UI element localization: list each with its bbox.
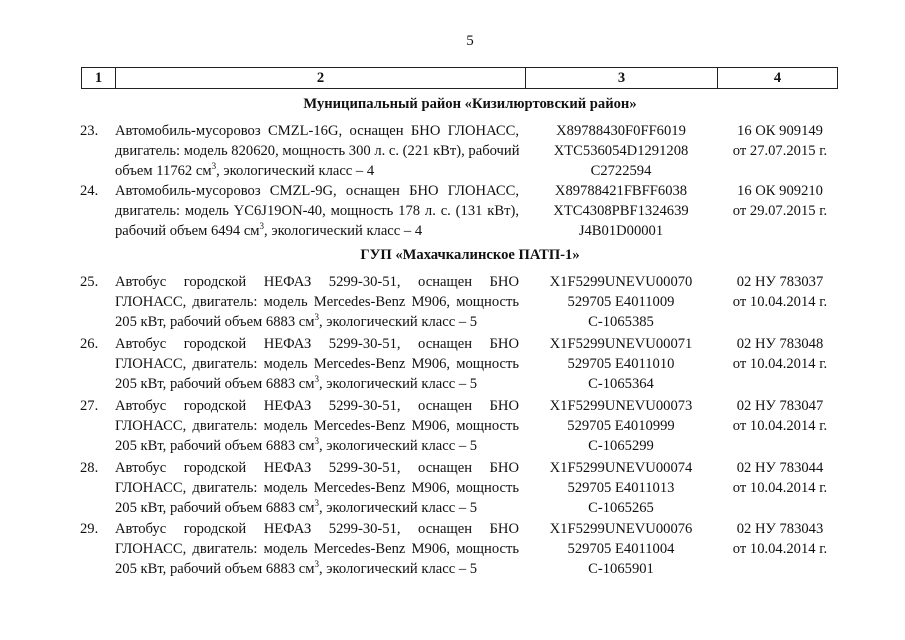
document-number: 02 НУ 783037 <box>736 274 824 290</box>
row-number: 27. <box>80 398 99 414</box>
page-number: 5 <box>466 33 474 49</box>
document-date: от 10.04.2014 г. <box>732 356 828 372</box>
description-line: 205 кВт, рабочий объем 6883 $см^3$, экологический класс – 5 <box>115 559 478 577</box>
vehicle-identifiers <box>526 396 716 456</box>
column-header-2: 2 <box>116 68 526 89</box>
registration-document <box>718 334 842 374</box>
description-line: объем 11762 $см^3$, экологический класс – 4 <box>115 161 375 179</box>
vehicle-description <box>115 334 519 394</box>
engine-number: C-1065385 <box>588 314 654 330</box>
description-line: Автомобиль-мусоровоз CMZL-9G, оснащен БНО ГЛОНАСС, <box>115 183 519 199</box>
engine-number: C2722594 <box>590 163 652 179</box>
chassis-number: 529705 E4011004 <box>567 541 675 557</box>
vehicle-identifiers <box>526 519 716 579</box>
vehicle-description <box>115 272 519 332</box>
vin: X1F5299UNEVU00073 <box>549 398 693 414</box>
chassis-number: 529705 E4010999 <box>567 418 675 434</box>
vehicle-identifiers <box>526 272 716 332</box>
document-number: 02 НУ 783044 <box>736 460 824 476</box>
description-line: 205 кВт, рабочий объем 6883 $см^3$, экологический класс – 5 <box>115 436 478 454</box>
registration-document <box>718 272 842 312</box>
vin: X1F5299UNEVU00076 <box>549 521 693 537</box>
vehicle-identifiers <box>526 181 716 241</box>
row-number: 25. <box>80 274 99 290</box>
document-number: 16 ОК 909210 <box>737 183 823 199</box>
description-line: Автобус городской НЕФАЗ 5299-30-51, оснащен БНО <box>115 274 519 290</box>
description-line: ГЛОНАСС, двигатель: модель Mercedes-Benz M906, мощность <box>115 356 519 372</box>
document-date: от 10.04.2014 г. <box>732 418 828 434</box>
description-line: Автобус городской НЕФАЗ 5299-30-51, оснащен БНО <box>115 398 519 414</box>
engine-number: C-1065299 <box>588 438 654 454</box>
section-title-kizilyurt: Муниципальный район «Кизилюртовский район» <box>303 96 637 112</box>
registration-document <box>718 458 842 498</box>
document-date: от 27.07.2015 г. <box>732 143 828 159</box>
document-date: от 29.07.2015 г. <box>732 203 828 219</box>
vehicle-description <box>115 121 519 181</box>
description-line: 205 кВт, рабочий объем 6883 $см^3$, экологический класс – 5 <box>115 374 478 392</box>
column-header-row <box>82 68 838 89</box>
vin: X1F5299UNEVU00074 <box>549 460 693 476</box>
description-line: Автомобиль-мусоровоз CMZL-16G, оснащен БНО ГЛОНАСС, <box>115 123 519 139</box>
description-line: ГЛОНАСС, двигатель: модель Mercedes-Benz M906, мощность <box>115 418 519 434</box>
column-header-4: 4 <box>718 68 838 89</box>
chassis-number: 529705 E4011013 <box>567 480 675 496</box>
document-date: от 10.04.2014 г. <box>732 541 828 557</box>
column-header-3: 3 <box>526 68 718 89</box>
chassis-number: XTC536054D1291208 <box>553 143 689 159</box>
vin: X89788430F0FF6019 <box>556 123 686 139</box>
description-line: Автобус городской НЕФАЗ 5299-30-51, оснащен БНО <box>115 521 519 537</box>
description-line: двигатель: модель YC6J19ON-40, мощность 178 л. с. (131 кВт), <box>115 203 519 219</box>
column-header-1: 1 <box>82 68 116 89</box>
document-number: 16 ОК 909149 <box>737 123 823 139</box>
engine-number: J4B01D00001 <box>578 223 664 239</box>
vehicle-description <box>115 458 519 518</box>
row-number: 28. <box>80 460 99 476</box>
description-line: ГЛОНАСС, двигатель: модель Mercedes-Benz M906, мощность <box>115 294 519 310</box>
chassis-number: 529705 E4011009 <box>567 294 675 310</box>
engine-number: C-1065364 <box>588 376 654 392</box>
vehicle-description <box>115 519 519 579</box>
description-line: ГЛОНАСС, двигатель: модель Mercedes-Benz M906, мощность <box>115 541 519 557</box>
row-number: 23. <box>80 123 99 139</box>
row-number: 29. <box>80 521 99 537</box>
description-line: 205 кВт, рабочий объем 6883 $см^3$, экологический класс – 5 <box>115 312 478 330</box>
document-number: 02 НУ 783047 <box>736 398 824 414</box>
document-date: от 10.04.2014 г. <box>732 480 828 496</box>
document-number: 02 НУ 783048 <box>736 336 824 352</box>
vin: X89788421FBFF6038 <box>554 183 688 199</box>
description-line: рабочий объем 6494 $см^3$, экологический класс – 4 <box>115 221 423 239</box>
engine-number: C-1065901 <box>588 561 654 577</box>
vehicle-description <box>115 181 519 241</box>
registration-document <box>718 396 842 436</box>
section-title-makhachkala-patp: ГУП «Махачкалинское ПАТП-1» <box>360 247 580 263</box>
document-number: 02 НУ 783043 <box>736 521 824 537</box>
registration-document <box>718 181 842 221</box>
vehicle-identifiers <box>526 334 716 394</box>
registration-document <box>718 519 842 559</box>
registration-document <box>718 121 842 161</box>
row-number: 26. <box>80 336 99 352</box>
description-line: ГЛОНАСС, двигатель: модель Mercedes-Benz M906, мощность <box>115 480 519 496</box>
description-line: Автобус городской НЕФАЗ 5299-30-51, оснащен БНО <box>115 336 519 352</box>
vin: X1F5299UNEVU00071 <box>549 336 693 352</box>
description-line: Автобус городской НЕФАЗ 5299-30-51, оснащен БНО <box>115 460 519 476</box>
row-number: 24. <box>80 183 99 199</box>
vehicle-identifiers <box>526 458 716 518</box>
description-line: 205 кВт, рабочий объем 6883 $см^3$, экологический класс – 5 <box>115 498 478 516</box>
chassis-number: 529705 E4011010 <box>567 356 675 372</box>
vehicle-identifiers <box>526 121 716 181</box>
description-line: двигатель: модель 820620, мощность 300 л. с. (221 кВт), рабочий <box>115 143 520 159</box>
column-header-table <box>81 67 838 89</box>
engine-number: C-1065265 <box>588 500 654 516</box>
chassis-number: XTC4308PBF1324639 <box>553 203 689 219</box>
document-date: от 10.04.2014 г. <box>732 294 828 310</box>
vehicle-description <box>115 396 519 456</box>
vin: X1F5299UNEVU00070 <box>549 274 693 290</box>
